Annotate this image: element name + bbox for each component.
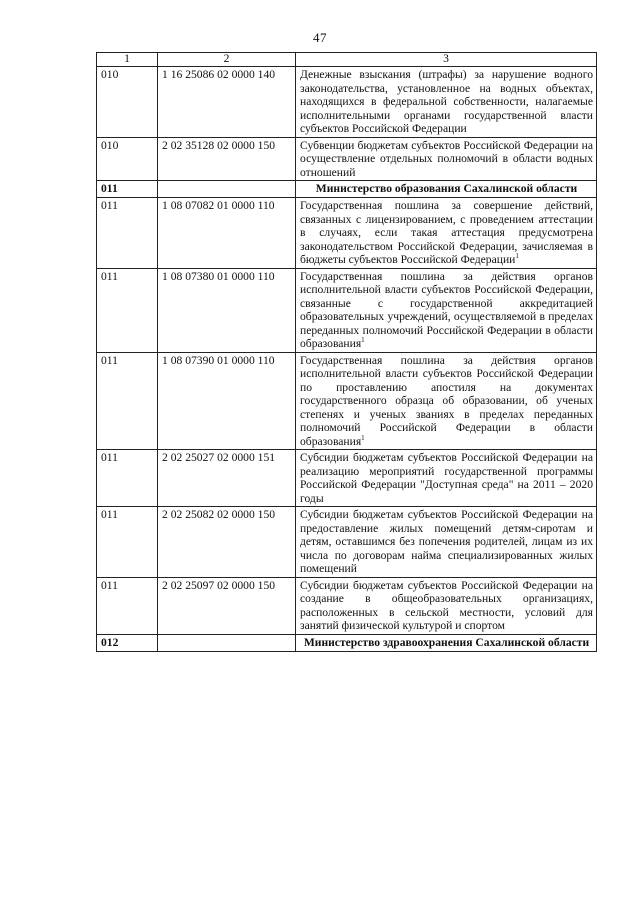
budget-code-cell: 2 02 25027 02 0000 151 — [158, 450, 296, 507]
admin-code-cell: 010 — [97, 137, 158, 181]
admin-code-cell: 010 — [97, 67, 158, 138]
description-cell: Субсидии бюджетам субъектов Российской Федерации на реализацию мероприятий государственной программы Российской Федерации "Доступная среда" на 2011 – 2020 годы — [296, 450, 597, 507]
ministry-header-row — [97, 634, 597, 651]
budget-code-cell: 2 02 25082 02 0000 150 — [158, 507, 296, 578]
description-cell: Субвенции бюджетам субъектов Российской Федерации на осуществление отдельных полномочий в области водных отношений — [296, 137, 597, 181]
admin-code-cell: 011 — [97, 352, 158, 450]
footnote-mark: 1 — [361, 336, 365, 345]
footnote-mark: 1 — [515, 252, 519, 261]
column-number-row — [97, 53, 597, 67]
description-cell: Денежные взыскания (штрафы) за нарушение водного законодательства, установленное на водных объектах, находящихся в федеральной собственности, налагаемые исполнительными органами государственной власти субъектов Российской Федерации — [296, 67, 597, 138]
description-cell — [296, 352, 597, 450]
admin-code-cell: 011 — [97, 577, 158, 634]
table-row — [97, 352, 597, 450]
admin-code-cell: 011 — [97, 181, 158, 198]
description-text: Государственная пошлина за действия органов исполнительной власти субъектов Российской Федерации, связанные с государственной аккредитацией образовательных учреждений, осуществляемой в пределах переданных полномочий Российской Федерации в области образования — [300, 269, 593, 350]
column-number: 3 — [296, 53, 597, 67]
admin-code-cell: 011 — [97, 268, 158, 352]
ministry-header-row — [97, 181, 597, 198]
table-row — [97, 137, 597, 181]
ministry-title-cell: Министерство здравоохранения Сахалинской области — [296, 634, 597, 651]
budget-code-cell: 1 08 07380 01 0000 110 — [158, 268, 296, 352]
table-row — [97, 67, 597, 138]
budget-code-cell: 2 02 25097 02 0000 150 — [158, 577, 296, 634]
description-text: Государственная пошлина за совершение действий, связанных с лицензированием, с проведением аттестации в случаях, если такая аттестация предусмотрена законодательством Российской Федерации, зачисляемая в бюджеты субъектов Российской Федерации — [300, 199, 593, 266]
ministry-title-cell: Министерство образования Сахалинской области — [296, 181, 597, 198]
description-cell — [296, 268, 597, 352]
page-number: 47 — [313, 30, 327, 45]
footnote-mark: 1 — [361, 433, 365, 442]
admin-code-cell: 011 — [97, 450, 158, 507]
budget-code-cell: 2 02 35128 02 0000 150 — [158, 137, 296, 181]
budget-code-cell — [158, 634, 296, 651]
column-number: 2 — [158, 53, 296, 67]
column-number: 1 — [97, 53, 158, 67]
admin-code-cell: 011 — [97, 507, 158, 578]
table-row — [97, 577, 597, 634]
table-row — [97, 507, 597, 578]
budget-code-cell: 1 08 07082 01 0000 110 — [158, 198, 296, 269]
revenue-classification-table — [96, 52, 597, 652]
budget-code-cell: 1 16 25086 02 0000 140 — [158, 67, 296, 138]
budget-code-cell: 1 08 07390 01 0000 110 — [158, 352, 296, 450]
table-row — [97, 198, 597, 269]
admin-code-cell: 011 — [97, 198, 158, 269]
description-cell — [296, 198, 597, 269]
description-text: Государственная пошлина за действия органов исполнительной власти субъектов Российской Федерации по проставлению апостиля на документах государственного образца об образовании, об ученых степенях и ученых званиях в пределах переданных полномочий Российской Федерации в области образования — [300, 353, 593, 448]
admin-code-cell: 012 — [97, 634, 158, 651]
table-row — [97, 450, 597, 507]
budget-code-cell — [158, 181, 296, 198]
description-cell: Субсидии бюджетам субъектов Российской Федерации на предоставление жилых помещений детям-сиротам и детям, оставшимся без попечения родителей, лицам из их числа по договорам найма специализированных жилых помещений — [296, 507, 597, 578]
description-cell: Субсидии бюджетам субъектов Российской Федерации на создание в общеобразовательных организациях, расположенных в сельской местности, условий для занятий физической культурой и спортом — [296, 577, 597, 634]
table-row — [97, 268, 597, 352]
